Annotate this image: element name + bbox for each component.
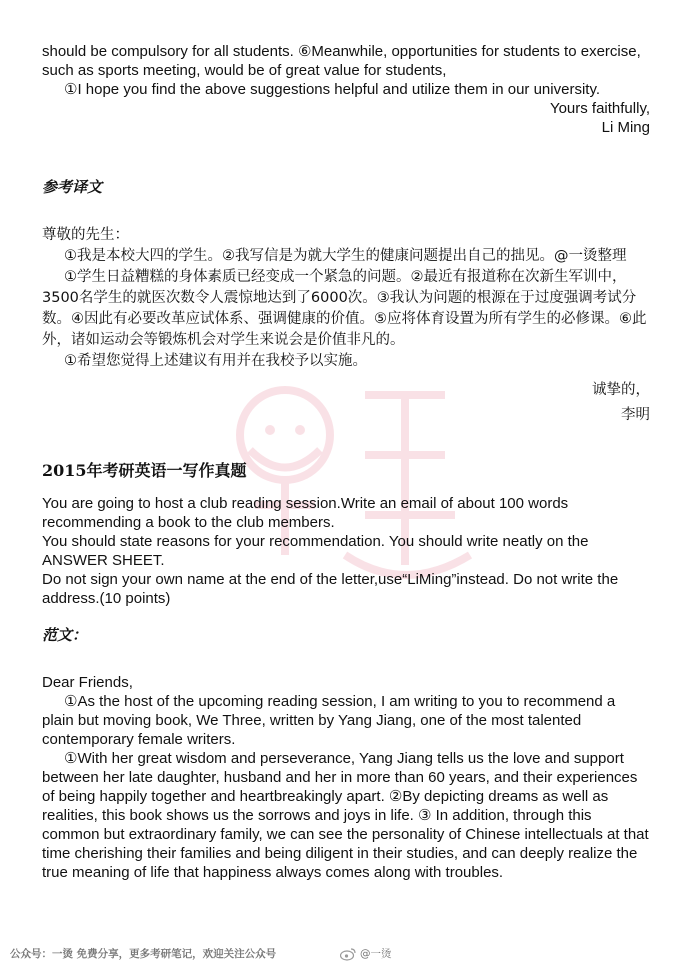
translation-salutation: 尊敬的先生： bbox=[42, 227, 129, 243]
sample-essay bbox=[42, 673, 650, 882]
exam-prompt bbox=[42, 494, 650, 608]
weibo-handle: @一烫 bbox=[360, 948, 392, 960]
letter-signature: Li Ming bbox=[601, 119, 650, 136]
weibo-credit bbox=[340, 946, 392, 961]
prompt-line: Do not sign your own name at the end of the letter,use“LiMing”instead. Do not write the address.(10 points) bbox=[42, 571, 619, 607]
exam-heading: 2015年考研英语一写作真题 bbox=[42, 461, 247, 480]
letter-line: ①I hope you find the above suggestions helpful and utilize them in our university. bbox=[64, 81, 600, 98]
translation-signature: 李明 bbox=[621, 407, 650, 423]
letter-end bbox=[42, 42, 650, 137]
translation-paragraph: ①学生日益糟糕的身体素质已经变成一个紧急的问题。②最近有报道称在次新生军训中，3500名学生的就医次数令人震惊地达到了6000次。③我认为问题的根源在于过度强调考试分数。④因此有必要改革应试体系、强调健康的价值。⑤应将体育设置为所有学生的必修课。⑥此外，诸如运动会等锻炼机会对学生来说会是价值非凡的。 bbox=[42, 269, 647, 348]
letter-closing: Yours faithfully, bbox=[549, 100, 650, 117]
sample-heading: 范文： bbox=[42, 626, 88, 644]
sample-paragraph: ①With her great wisdom and perseverance, Yang Jiang tells us the love and support between her late daughter, husband and her in more than 60 years, and their experiences of being happily together and heartbreakingly apart. ②By depicting dreams as well as realities, this book shows us the sorrows and joys in life. ③ In addition, through this common but extraordinary family, we can see the personality of Chinese intellectuals at that time cherishing their families and being diligent in their studies, and can deeply realize the true meaning of life that happiness always comes along with troubles. bbox=[42, 750, 649, 881]
translation-body bbox=[42, 225, 650, 426]
translation-heading: 参考译文 bbox=[42, 178, 103, 196]
translation-paragraph: ①希望您觉得上述建议有用并在我校予以实施。 bbox=[64, 353, 367, 369]
prompt-line: You should state reasons for your recommendation. You should write neatly on the ANSWER SHEET. bbox=[42, 533, 589, 569]
footer bbox=[10, 944, 680, 964]
sample-paragraph: ①As the host of the upcoming reading session, I am writing to you to recommend a plain but moving book, We Three, written by Yang Jiang, one of the most talented contemporary female writers. bbox=[42, 693, 616, 748]
sample-salutation: Dear Friends, bbox=[42, 674, 133, 691]
prompt-line: You are going to host a club reading session.Write an email of about 100 words recommending a book to the club members. bbox=[42, 495, 569, 531]
translation-paragraph: ①我是本校大四的学生。②我写信是为就大学生的健康问题提出自己的拙见。@一烫整理 bbox=[64, 248, 627, 264]
letter-line: should be compulsory for all students. ⑥Meanwhile, opportunities for students to exercise, such as sports meeting, would be of great value for students, bbox=[42, 43, 641, 79]
weibo-icon bbox=[340, 947, 356, 961]
translation-closing: 诚挚的， bbox=[592, 382, 650, 398]
footer-note: 公众号：一烫 免费分享，更多考研笔记，欢迎关注公众号 bbox=[10, 948, 277, 960]
